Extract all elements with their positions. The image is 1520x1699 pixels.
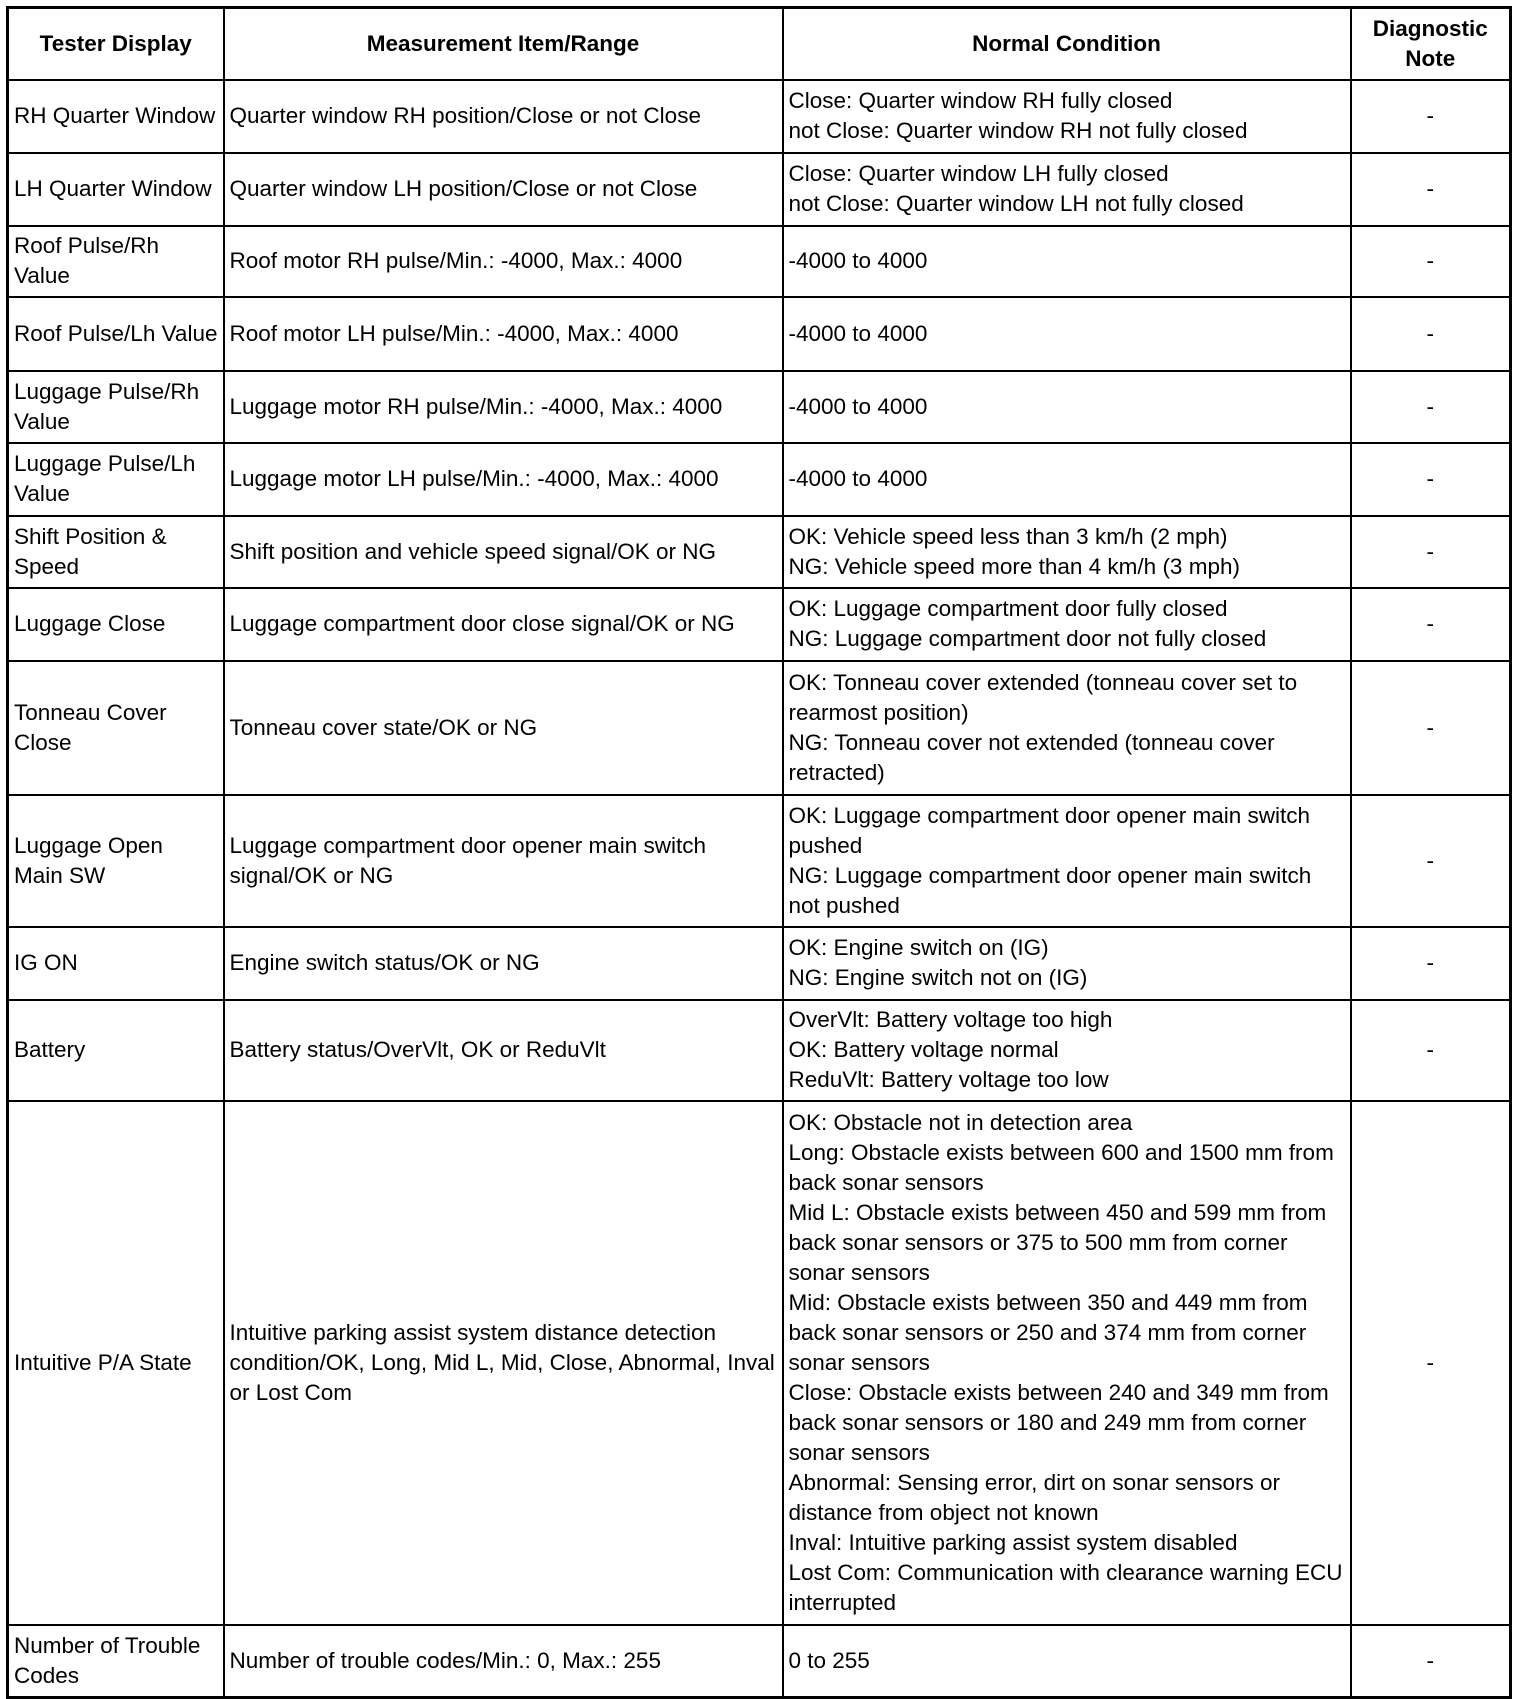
measurement-item-cell: Luggage motor RH pulse/Min.: -4000, Max.: 4000	[224, 371, 783, 443]
normal-condition-cell	[783, 927, 1351, 1000]
diagnostic-note-cell: -	[1351, 297, 1511, 371]
tester-display-cell: Roof Pulse/Lh Value	[8, 297, 224, 371]
diagnostic-note-cell: -	[1351, 443, 1511, 516]
data-list-table	[6, 6, 1512, 1699]
diagnostic-note-cell: -	[1351, 588, 1511, 661]
normal-condition-cell	[783, 588, 1351, 661]
normal-condition-cell	[783, 153, 1351, 226]
tester-display-cell: Intuitive P/A State	[8, 1101, 224, 1625]
table-row	[8, 927, 1511, 1000]
condition-line: OK: Obstacle not in detection area	[788, 1109, 1133, 1135]
table-row	[8, 371, 1511, 443]
condition-line: -4000 to 4000	[788, 393, 928, 419]
condition-line: OK: Engine switch on (IG)	[788, 935, 1049, 960]
condition-line: Lost Com: Communication with clearance warning ECU interrupted	[788, 1559, 1343, 1615]
condition-line: Abnormal: Sensing error, dirt on sonar sensors or distance from object not known	[788, 1469, 1280, 1525]
condition-line: OverVlt: Battery voltage too high	[788, 1007, 1113, 1032]
diagnostic-note-cell: -	[1351, 927, 1511, 1000]
measurement-item-cell: Engine switch status/OK or NG	[224, 927, 783, 1000]
condition-line: OK: Luggage compartment door fully closed	[788, 596, 1228, 621]
tester-display-cell: RH Quarter Window	[8, 80, 224, 153]
table-row	[8, 516, 1511, 588]
condition-line: NG: Vehicle speed more than 4 km/h (3 mph)	[788, 553, 1240, 579]
table-row	[8, 226, 1511, 297]
tester-display-cell: Luggage Pulse/Rh Value	[8, 371, 224, 443]
normal-condition-cell	[783, 1625, 1351, 1698]
diagnostic-note-cell: -	[1351, 795, 1511, 927]
condition-line: NG: Engine switch not on (IG)	[788, 965, 1088, 990]
condition-line: -4000 to 4000	[788, 466, 928, 491]
table-row	[8, 588, 1511, 661]
normal-condition-cell	[783, 1101, 1351, 1625]
table-row	[8, 661, 1511, 795]
header-tester-display: Tester Display	[8, 8, 224, 80]
measurement-item-cell: Number of trouble codes/Min.: 0, Max.: 255	[224, 1625, 783, 1698]
table-row	[8, 1101, 1511, 1625]
condition-line: OK: Tonneau cover extended (tonneau cover set to rearmost position)	[788, 669, 1298, 725]
table-row	[8, 297, 1511, 371]
diagnostic-note-cell: -	[1351, 226, 1511, 297]
measurement-item-cell: Tonneau cover state/OK or NG	[224, 661, 783, 795]
condition-line: Inval: Intuitive parking assist system disabled	[788, 1529, 1238, 1555]
normal-condition-cell	[783, 661, 1351, 795]
tester-display-cell: Luggage Pulse/Lh Value	[8, 443, 224, 516]
normal-condition-cell	[783, 371, 1351, 443]
measurement-item-cell: Battery status/OverVlt, OK or ReduVlt	[224, 1000, 783, 1101]
header-normal-condition: Normal Condition	[783, 8, 1351, 80]
tester-display-cell: LH Quarter Window	[8, 153, 224, 226]
condition-line: OK: Vehicle speed less than 3 km/h (2 mph)	[788, 523, 1228, 549]
table-row	[8, 80, 1511, 153]
condition-line: NG: Luggage compartment door opener main switch not pushed	[788, 862, 1312, 918]
condition-line: -4000 to 4000	[788, 248, 928, 273]
table-row	[8, 795, 1511, 927]
table-row	[8, 1000, 1511, 1101]
header-row	[8, 8, 1511, 80]
condition-line: NG: Luggage compartment door not fully closed	[788, 626, 1267, 651]
normal-condition-cell	[783, 80, 1351, 153]
measurement-item-cell: Roof motor RH pulse/Min.: -4000, Max.: 4000	[224, 226, 783, 297]
condition-line: not Close: Quarter window LH not fully closed	[788, 191, 1244, 216]
measurement-item-cell: Luggage compartment door opener main switch signal/OK or NG	[224, 795, 783, 927]
condition-line: Close: Obstacle exists between 240 and 349 mm from back sonar sensors or 180 and 249 mm from corner sonar sensors	[788, 1379, 1329, 1465]
diagnostic-note-cell: -	[1351, 371, 1511, 443]
measurement-item-cell: Roof motor LH pulse/Min.: -4000, Max.: 4000	[224, 297, 783, 371]
normal-condition-cell	[783, 297, 1351, 371]
measurement-item-cell: Quarter window RH position/Close or not Close	[224, 80, 783, 153]
tester-display-cell: Tonneau Cover Close	[8, 661, 224, 795]
condition-line: not Close: Quarter window RH not fully closed	[788, 118, 1248, 143]
header-diagnostic-note: Diagnostic Note	[1351, 8, 1511, 80]
condition-line: Mid L: Obstacle exists between 450 and 599 mm from back sonar sensors or 375 to 500 mm from corner sonar sensors	[788, 1199, 1327, 1285]
condition-line: OK: Luggage compartment door opener main switch pushed	[788, 802, 1311, 858]
diagnostic-note-cell: -	[1351, 80, 1511, 153]
measurement-item-cell: Luggage compartment door close signal/OK or NG	[224, 588, 783, 661]
measurement-item-cell: Shift position and vehicle speed signal/OK or NG	[224, 516, 783, 588]
table-row	[8, 1625, 1511, 1698]
condition-line: -4000 to 4000	[788, 320, 928, 346]
normal-condition-cell	[783, 795, 1351, 927]
header-measurement-item: Measurement Item/Range	[224, 8, 783, 80]
condition-line: Close: Quarter window RH fully closed	[788, 88, 1173, 113]
table-row	[8, 153, 1511, 226]
diagnostic-note-cell: -	[1351, 661, 1511, 795]
measurement-item-cell: Quarter window LH position/Close or not Close	[224, 153, 783, 226]
normal-condition-cell	[783, 226, 1351, 297]
normal-condition-cell	[783, 516, 1351, 588]
condition-line: Long: Obstacle exists between 600 and 1500 mm from back sonar sensors	[788, 1139, 1334, 1195]
tester-display-cell: IG ON	[8, 927, 224, 1000]
diagnostic-note-cell: -	[1351, 1101, 1511, 1625]
diagnostic-note-cell: -	[1351, 1625, 1511, 1698]
tester-display-cell: Number of Trouble Codes	[8, 1625, 224, 1698]
condition-line: OK: Battery voltage normal	[788, 1037, 1059, 1062]
condition-line: Mid: Obstacle exists between 350 and 449 mm from back sonar sensors or 250 and 374 mm from corner sonar sensors	[788, 1289, 1308, 1375]
diagnostic-note-cell: -	[1351, 153, 1511, 226]
diagnostic-note-cell: -	[1351, 516, 1511, 588]
condition-line: 0 to 255	[788, 1647, 870, 1673]
tester-display-cell: Shift Position & Speed	[8, 516, 224, 588]
measurement-item-cell: Intuitive parking assist system distance detection condition/OK, Long, Mid L, Mid, Close, Abnormal, Inval or Lost Com	[224, 1101, 783, 1625]
measurement-item-cell: Luggage motor LH pulse/Min.: -4000, Max.: 4000	[224, 443, 783, 516]
condition-line: NG: Tonneau cover not extended (tonneau cover retracted)	[788, 729, 1275, 785]
normal-condition-cell	[783, 443, 1351, 516]
diagnostic-note-cell: -	[1351, 1000, 1511, 1101]
table-row	[8, 443, 1511, 516]
normal-condition-cell	[783, 1000, 1351, 1101]
tester-display-cell: Luggage Open Main SW	[8, 795, 224, 927]
condition-line: Close: Quarter window LH fully closed	[788, 161, 1169, 186]
tester-display-cell: Luggage Close	[8, 588, 224, 661]
tester-display-cell: Battery	[8, 1000, 224, 1101]
tester-display-cell: Roof Pulse/Rh Value	[8, 226, 224, 297]
condition-line: ReduVlt: Battery voltage too low	[788, 1067, 1109, 1092]
